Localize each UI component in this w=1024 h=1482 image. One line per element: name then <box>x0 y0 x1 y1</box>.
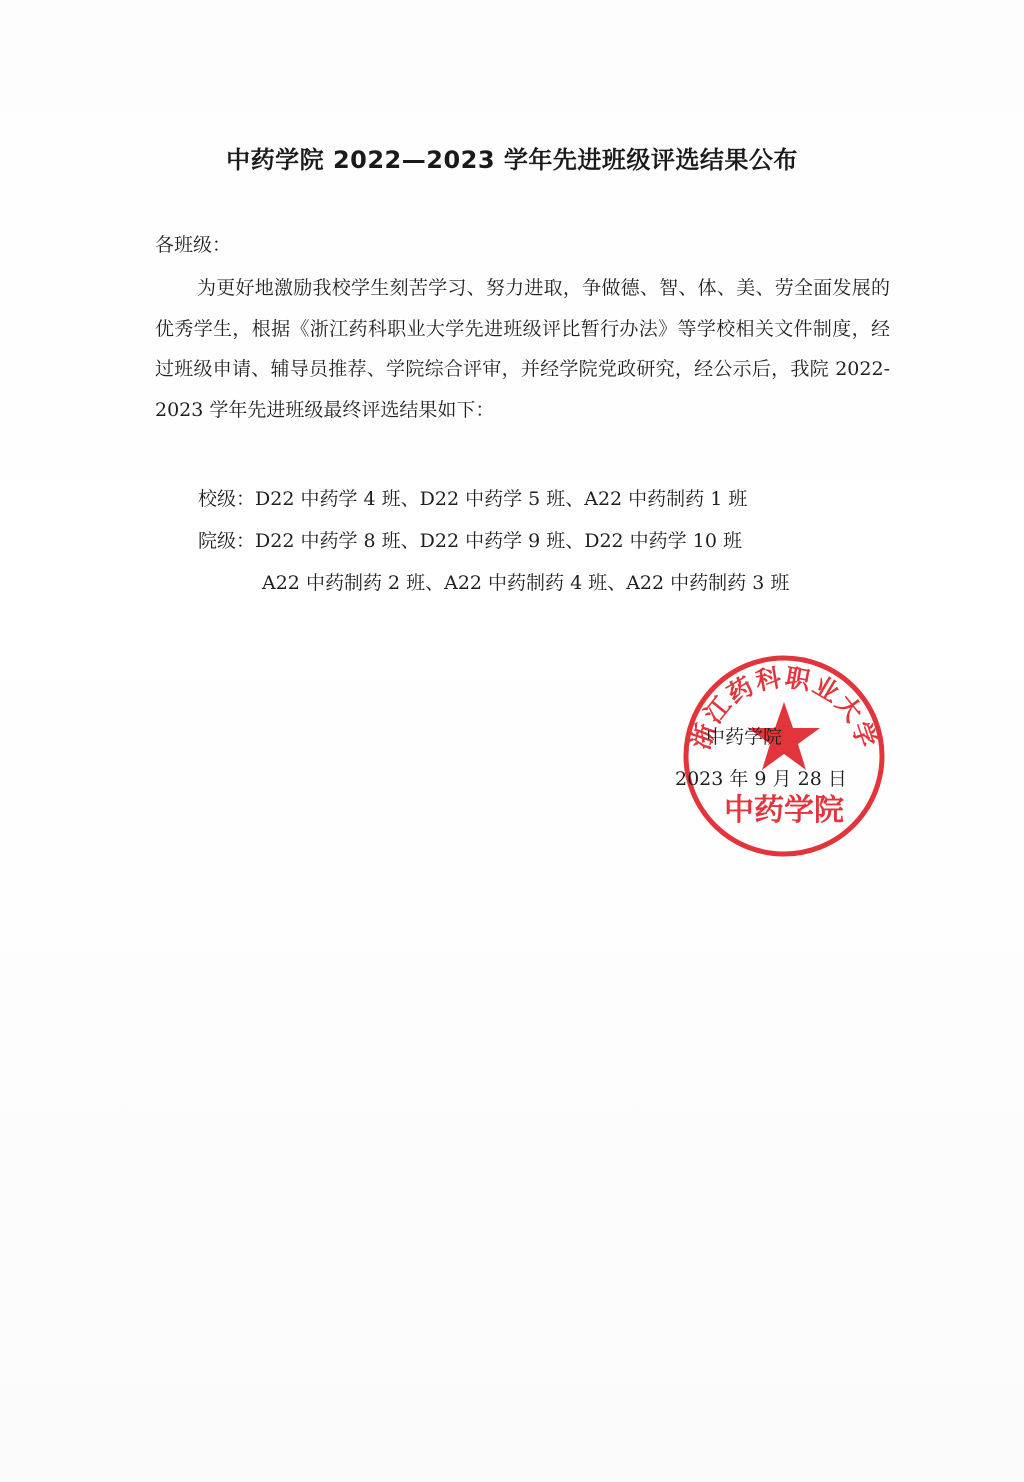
salutation: 各班级： <box>155 234 232 256</box>
signature-date: 2023 年 9 月 28 日 <box>675 768 847 790</box>
official-seal <box>680 652 888 860</box>
seal-inner-text: 中药学院 <box>724 793 844 828</box>
result-school-level: 校级：D22 中药学 4 班、D22 中药学 5 班、A22 中药制药 1 班 <box>198 488 748 510</box>
result-college-level: 院级：D22 中药学 8 班、D22 中药学 9 班、D22 中药学 10 班 <box>198 530 742 552</box>
seal-outer-text: 浙江药科职业大学 <box>685 662 883 753</box>
body-paragraph: 为更好地激励我校学生刻苦学习、努力进取，争做德、智、体、美、劳全面发展的优秀学生，根据《浙江药科职业大学先进班级评比暂行办法》等学校相关文件制度，经过班级申请、辅导员推荐、学院综合评审，并经学院党政研究，经公示后，我院 2022-2023 学年先进班级最终评选结果如下： <box>155 277 890 421</box>
signature-organization: 中药学院 <box>706 726 783 748</box>
result-college-level-continued: A22 中药制药 2 班、A22 中药制药 4 班、A22 中药制药 3 班 <box>262 572 790 594</box>
document-title: 中药学院 2022—2023 学年先进班级评选结果公布 <box>226 146 798 174</box>
